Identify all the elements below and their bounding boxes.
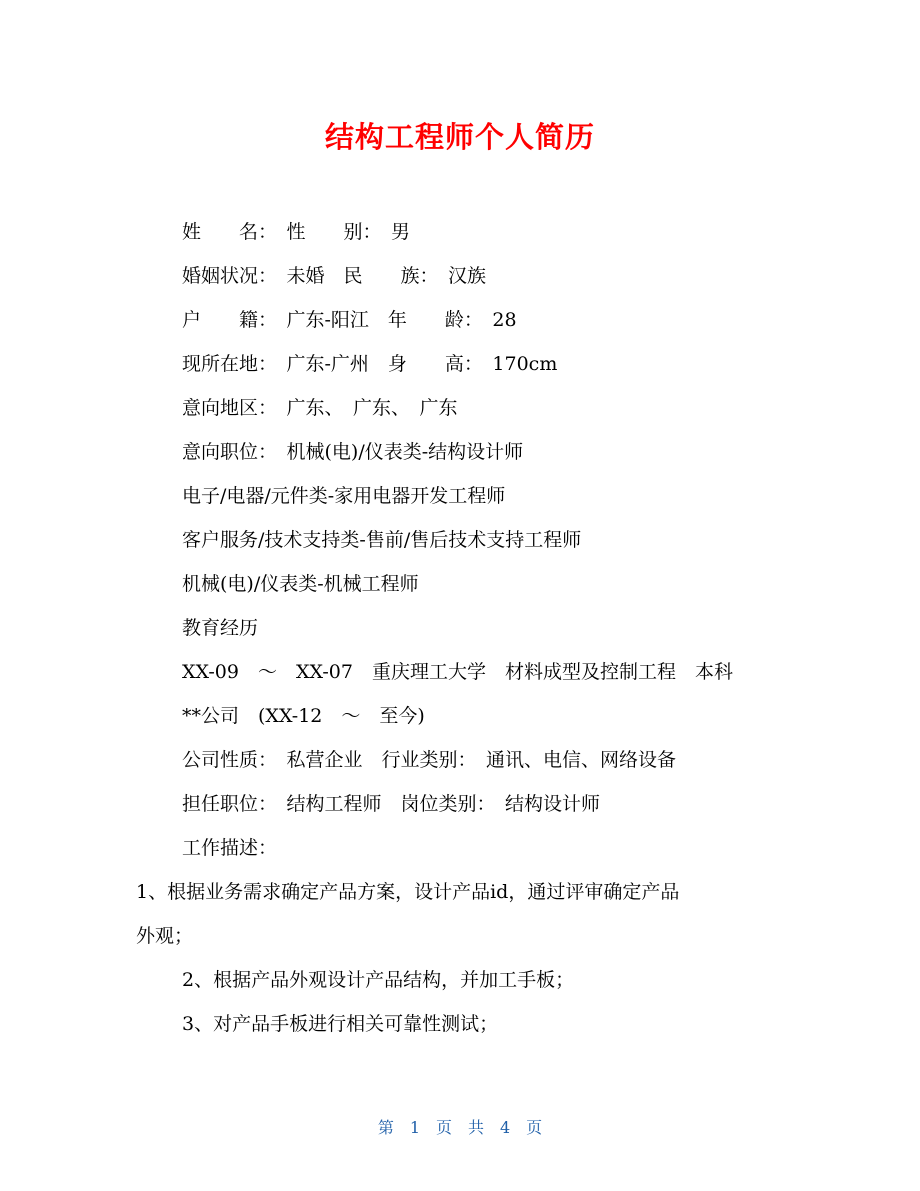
position-line-electronics: 电子/电器/元件类-家用电器开发工程师 xyxy=(182,485,506,507)
info-line-hometown-age: 户 籍： 广东-阳江 年 龄： 28 xyxy=(182,309,517,331)
info-line-name-gender: 姓 名： 性 别： 男 xyxy=(182,221,411,243)
work-description-item-2: 2、根据产品外观设计产品结构，并加工手板； xyxy=(182,969,575,991)
section-heading-education: 教育经历 xyxy=(182,617,259,639)
page-title: 结构工程师个人简历 xyxy=(324,120,595,154)
work-company-nature: 公司性质： 私营企业 行业类别： 通讯、电信、网络设备 xyxy=(182,749,677,771)
position-line-customer-service: 客户服务/技术支持类-售前/售后技术支持工程师 xyxy=(182,529,582,551)
info-line-preferred-region: 意向地区： 广东、 广东、 广东 xyxy=(182,397,458,419)
work-description-item-1-continued: 外观； xyxy=(136,925,194,947)
info-line-location-height: 现所在地： 广东-广州 身 高： 170cm xyxy=(182,353,558,375)
page-number-footer: 第 1 页 共 4 页 xyxy=(377,1118,543,1137)
info-line-preferred-position: 意向职位： 机械(电)/仪表类-结构设计师 xyxy=(182,441,524,463)
work-description-item-3: 3、对产品手板进行相关可靠性测试； xyxy=(182,1013,499,1035)
info-line-marital-ethnicity: 婚姻状况： 未婚 民 族： 汉族 xyxy=(182,265,487,287)
work-company: **公司 (XX-12 ～ 至今) xyxy=(182,705,425,727)
position-line-mechanical: 机械(电)/仪表类-机械工程师 xyxy=(182,573,419,595)
work-description-heading: 工作描述： xyxy=(182,837,278,859)
work-description-item-1: 1、根据业务需求确定产品方案，设计产品id，通过评审确定产品 xyxy=(136,881,680,903)
education-entry: XX-09 ～ XX-07 重庆理工大学 材料成型及控制工程 本科 xyxy=(182,661,733,683)
work-position: 担任职位： 结构工程师 岗位类别： 结构设计师 xyxy=(182,793,601,815)
